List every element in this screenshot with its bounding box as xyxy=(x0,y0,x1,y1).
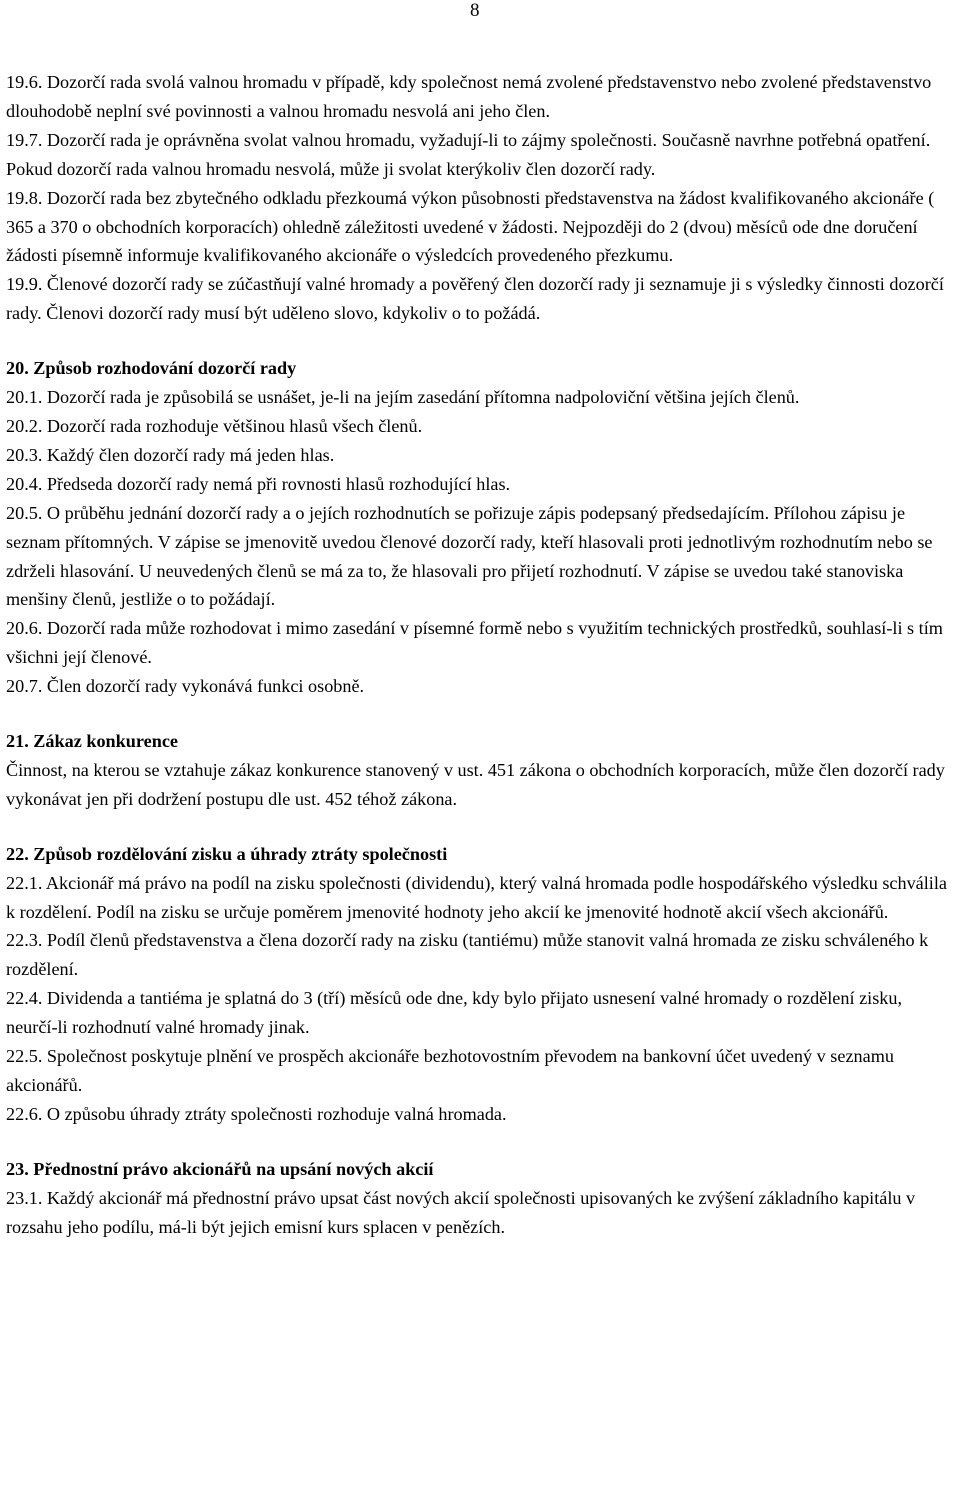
paragraph-20-5: 20.5. O průběhu jednání dozorčí rady a o jejích rozhodnutích se pořizuje zápis podepsaný předsedajícím. Přílohou zápisu je seznam přítomných. V zápise se jmenovitě uvedou členové dozorčí rady, kteří hlasovali proti jednotlivým rozhodnutím nebo se zdrželi hlasování. U neuvedených členů se má za to, že hlasovali pro přijetí rozhodnutí. V zápise se uvedou také stanoviska menšiny členů, jestliže o to požádají. xyxy=(6,502,933,610)
heading-section-20: 20. Způsob rozhodování dozorčí rady xyxy=(6,358,297,379)
section-gap xyxy=(6,814,952,840)
paragraph-23-1: 23.1. Každý akcionář má přednostní právo upsat část nových akcií společnosti upisovaných ke zvýšení základního kapitálu v rozsahu jeho podílu, má-li být jejich emisní kurs splacen v penězích. xyxy=(6,1187,916,1237)
paragraph-20-2: 20.2. Dozorčí rada rozhoduje většinou hlasů všech členů. xyxy=(6,415,423,436)
section-gap xyxy=(6,1129,952,1155)
paragraph-20-3: 20.3. Každý člen dozorčí rady má jeden hlas. xyxy=(6,444,335,465)
paragraph-21: Činnost, na kterou se vztahuje zákaz konkurence stanovený v ust. 451 zákona o obchodních korporacích, může člen dozorčí rady vykonávat jen při dodržení postupu dle ust. 452 téhož zákona. xyxy=(6,759,945,809)
paragraph-22-5: 22.5. Společnost poskytuje plnění ve prospěch akcionáře bezhotovostním převodem na bankovní účet uvedený v seznamu akcionářů. xyxy=(6,1046,894,1095)
page-number: 8 xyxy=(470,0,480,21)
document-body xyxy=(6,68,952,1242)
paragraph-20-6: 20.6. Dozorčí rada může rozhodovat i mimo zasedání v písemné formě nebo s využitím technických prostředků, souhlasí-li s tím všichni její členové. xyxy=(6,618,943,668)
paragraph-20-1: 20.1. Dozorčí rada je způsobilá se usnášet, je-li na jejím zasedání přítomna nadpoloviční většina jejích členů. xyxy=(6,387,800,408)
heading-section-23: 23. Přednostní právo akcionářů na upsání nových akcií xyxy=(6,1158,434,1179)
paragraph-22-3: 22.3. Podíl členů představenstva a člena dozorčí rady na zisku (tantiému) může stanovit valná hromada ze zisku schváleného k rozdělení. xyxy=(6,930,929,980)
heading-section-22: 22. Způsob rozdělování zisku a úhrady ztráty společnosti xyxy=(6,843,448,864)
section-gap xyxy=(6,328,952,354)
paragraph-22-4: 22.4. Dividenda a tantiéma je splatná do 3 (tří) měsíců ode dne, kdy bylo přijato usnesení valné hromady o rozdělení zisku, neurčí-li rozhodnutí valné hromady jinak. xyxy=(6,988,903,1038)
paragraph-20-7: 20.7. Člen dozorčí rady vykonává funkci osobně. xyxy=(6,676,365,697)
heading-section-21: 21. Zákaz konkurence xyxy=(6,731,178,752)
paragraph-19-6: 19.6. Dozorčí rada svolá valnou hromadu v případě, kdy společnost nemá zvolené představenstvo nebo zvolené představenstvo dlouhodobě neplní své povinnosti a valnou hromadu nesvolá ani jeho člen. xyxy=(6,72,932,121)
paragraph-20-4: 20.4. Předseda dozorčí rady nemá při rovnosti hlasů rozhodující hlas. xyxy=(6,473,511,494)
paragraph-22-6: 22.6. O způsobu úhrady ztráty společnosti rozhoduje valná hromada. xyxy=(6,1103,507,1124)
paragraph-19-7: 19.7. Dozorčí rada je oprávněna svolat valnou hromadu, vyžadují-li to zájmy společnosti. Současně navrhne potřebná opatření. Pokud dozorčí rada valnou hromadu nesvolá, může ji svolat kterýkoliv člen dozorčí rady. xyxy=(6,129,931,179)
section-gap xyxy=(6,701,952,727)
paragraph-19-8: 19.8. Dozorčí rada bez zbytečného odkladu přezkoumá výkon působnosti představenstva na žádost kvalifikovaného akcionáře ( 365 a 370 o obchodních korporacích) ohledně záležitosti uvedené v žádosti. Nejpozději do 2 (dvou) měsíců ode dne doručení žádosti písemně informuje kvalifikovaného akcionáře o výsledcích provedeného přezkumu. xyxy=(6,187,935,266)
paragraph-19-9: 19.9. Členové dozorčí rady se zúčastňují valné hromady a pověřený člen dozorčí rady ji seznamuje ji s výsledky činnosti dozorčí rady. Členovi dozorčí rady musí být uděleno slovo, kdykoliv o to požádá. xyxy=(6,274,944,324)
paragraph-22-1: 22.1. Akcionář má právo na podíl na zisku společnosti (dividendu), který valná hromada podle hospodářského výsledku schválila k rozdělení. Podíl na zisku se určuje poměrem jmenovité hodnoty jeho akcií ke jmenovité hodnotě akcií všech akcionářů. xyxy=(6,872,947,922)
